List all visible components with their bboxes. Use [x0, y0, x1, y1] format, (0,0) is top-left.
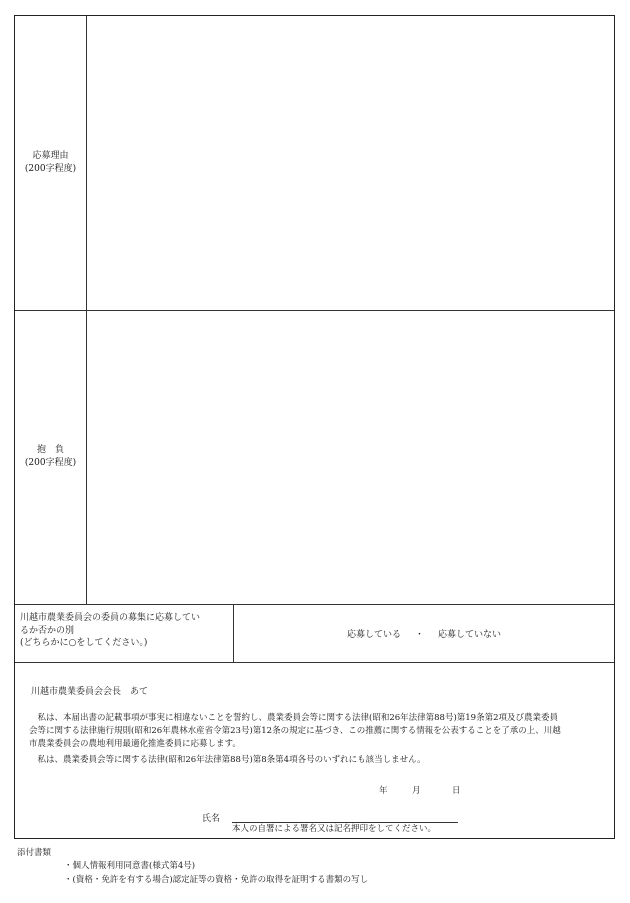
application-form: [14, 15, 615, 839]
question-line-3: (どちらかに○をしてください。): [20, 638, 148, 648]
other-application-question: [15, 604, 234, 662]
month-field[interactable]: 月: [412, 786, 421, 796]
other-application-options: [234, 604, 614, 662]
signature-note: 本人の自署による署名又は記名押印をしてください。: [232, 824, 437, 834]
aspiration-row: [15, 310, 614, 605]
attachments-title: 添付書類: [17, 848, 52, 858]
date-line: [379, 784, 461, 796]
reason-label: 応募理由: [32, 151, 69, 161]
reason-input-area[interactable]: [87, 16, 614, 310]
reason-label-cell: [15, 16, 87, 310]
addressee: 川越市農業委員会会長 あて: [31, 687, 149, 697]
aspiration-length-note: (200字程度): [24, 458, 77, 468]
aspiration-input-area[interactable]: [87, 310, 614, 604]
question-line-1: 川越市農業委員会の委員の募集に応募してい: [20, 613, 201, 623]
day-field[interactable]: 日: [452, 786, 461, 796]
declaration-section: [15, 662, 614, 838]
year-field[interactable]: 年: [379, 786, 388, 796]
aspiration-label: 抱 負: [36, 445, 64, 455]
name-label: 氏名: [202, 814, 221, 824]
reason-row: [15, 16, 614, 311]
declaration-paragraph-1: 私は、本届出書の記載事項が事実に相違ないことを誓約し、農業委員会等に関する法律(昭和26年法律第88号)第19条第2項及び農業委員会等に関する法律施行規則(昭和26年農林水産省令第23号)第12条の規定に基づき、この推薦に関する情報を公表することを了承の上、川越市農業委員会の農地利用最適化推進委員に応募します。: [29, 713, 561, 749]
option-not-applying[interactable]: 応募していない: [438, 629, 502, 640]
aspiration-label-cell: [15, 310, 87, 604]
reason-length-note: (200字程度): [24, 164, 77, 174]
attachment-item: ・(資格・免許を有する場合)認定証等の資格・免許の取得を証明する書類の写し: [64, 875, 369, 885]
declaration-paragraph-2: 私は、農業委員会等に関する法律(昭和26年法律第88号)第8条第4項各号のいずれにも該当しません。: [37, 755, 426, 765]
option-applying[interactable]: 応募している: [346, 629, 401, 640]
option-separator: ・: [414, 629, 424, 640]
question-line-2: るか否かの別: [20, 625, 75, 636]
other-application-row: [15, 604, 614, 663]
attachment-item: ・個人情報利用同意書(様式第4号): [64, 861, 196, 871]
